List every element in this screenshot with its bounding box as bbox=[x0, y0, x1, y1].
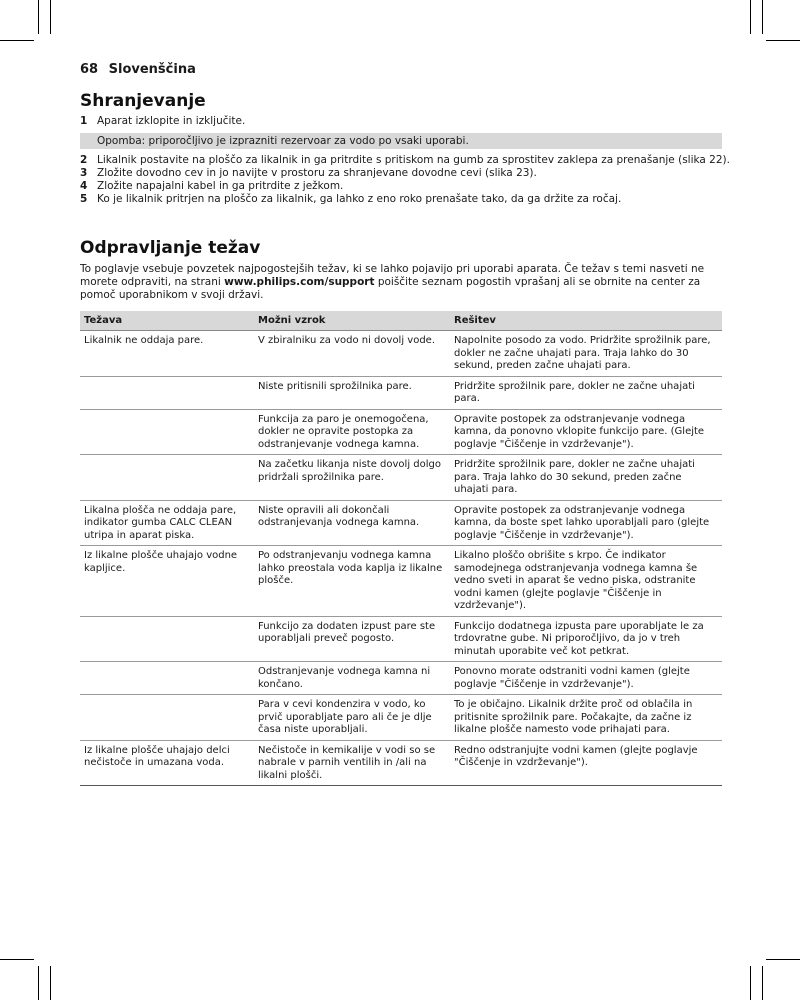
table-row bbox=[80, 546, 722, 617]
crop-mark bbox=[50, 966, 51, 1000]
table-row bbox=[80, 455, 722, 501]
crop-mark bbox=[50, 0, 51, 34]
storage-steps-a bbox=[80, 115, 730, 128]
step-text: Ko je likalnik pritrjen na ploščo za likalnik, ga lahko z eno roko prenašate tako, da ga držite za ročaj. bbox=[97, 193, 622, 205]
cause-cell: Odstranjevanje vodnega kamna ni končano. bbox=[254, 662, 450, 695]
step-item bbox=[80, 167, 730, 180]
step-text: Likalnik postavite na ploščo za likalnik in ga pritrdite s pritiskom na gumb za sprostitev zaklepa za prenašanje (slika 22). bbox=[97, 154, 730, 166]
table-row bbox=[80, 409, 722, 455]
crop-mark bbox=[762, 0, 763, 34]
storage-steps-b bbox=[80, 154, 730, 206]
table-row bbox=[80, 616, 722, 662]
step-item bbox=[80, 193, 730, 206]
problem-cell bbox=[80, 409, 254, 455]
solution-cell: Opravite postopek za odstranjevanje vodnega kamna, da ponovno vklopite funkcijo pare. (Glejte poglavje "Čiščenje in vzdrževanje"). bbox=[450, 409, 722, 455]
intro-text: poiščite seznam pogostih vprašanj ali se obrnite na center za pomoč uporabnikom v svoji državi. bbox=[80, 276, 701, 301]
cause-cell: Niste opravili ali dokončali odstranjevanja vodnega kamna. bbox=[254, 500, 450, 546]
support-link[interactable]: www.philips.com/support bbox=[224, 276, 375, 288]
problem-cell bbox=[80, 376, 254, 409]
problem-cell bbox=[80, 662, 254, 695]
troubleshooting-title: Odpravljanje težav bbox=[80, 238, 261, 258]
cause-cell: Niste pritisnili sprožilnika pare. bbox=[254, 376, 450, 409]
solution-cell: Funkcijo dodatnega izpusta pare uporabljate le za trdovratne gube. Ni priporočljivo, da jo v treh minutah uporabite več kot petkrat. bbox=[450, 616, 722, 662]
troubleshooting-table bbox=[80, 311, 722, 786]
column-header-problem: Težava bbox=[80, 311, 254, 331]
storage-title: Shranjevanje bbox=[80, 91, 206, 111]
solution-cell: Opravite postopek za odstranjevanje vodnega kamna, da boste spet lahko uporabljali paro (glejte poglavje "Čiščenje in vzdrževanje"). bbox=[450, 500, 722, 546]
step-item bbox=[80, 154, 730, 167]
problem-cell bbox=[80, 695, 254, 741]
cause-cell: Po odstranjevanju vodnega kamna lahko preostala voda kaplja iz likalne plošče. bbox=[254, 546, 450, 617]
step-number: 2 bbox=[80, 154, 88, 166]
solution-cell: Ponovno morate odstraniti vodni kamen (glejte poglavje "Čiščenje in vzdrževanje"). bbox=[450, 662, 722, 695]
step-number: 1 bbox=[80, 115, 88, 127]
problem-cell: Iz likalne plošče uhajajo delci nečistoče in umazana voda. bbox=[80, 740, 254, 786]
storage-note: Opomba: priporočljivo je izprazniti rezervoar za vodo po vsaki uporabi. bbox=[80, 133, 722, 149]
crop-mark bbox=[766, 959, 800, 960]
table-row bbox=[80, 500, 722, 546]
table-row bbox=[80, 662, 722, 695]
solution-cell: Likalno ploščo obrišite s krpo. Če indikator samodejnega odstranjevanja vodnega kamna še vedno sveti in aparat še vedno piska, odstranite vodni kamen (glejte poglavje "Čiščenje in vzdrževanje"). bbox=[450, 546, 722, 617]
step-number: 5 bbox=[80, 193, 88, 205]
page-header bbox=[80, 62, 196, 77]
language-label: Slovenščina bbox=[108, 62, 196, 77]
cause-cell: Nečistoče in kemikalije v vodi so se nabrale v parnih ventilih in /ali na likalni plošči. bbox=[254, 740, 450, 786]
column-header-cause: Možni vzrok bbox=[254, 311, 450, 331]
table-header-row bbox=[80, 311, 722, 331]
crop-mark bbox=[38, 0, 39, 34]
problem-cell bbox=[80, 455, 254, 501]
problem-cell: Likalnik ne oddaja pare. bbox=[80, 331, 254, 377]
cause-cell: Na začetku likanja niste dovolj dolgo pridržali sprožilnika pare. bbox=[254, 455, 450, 501]
intro-text: To poglavje vsebuje povzetek najpogostejših težav, ki se lahko pojavijo pri uporabi aparata. Če težav s temi nasveti ne morete odpraviti, na strani bbox=[80, 263, 705, 288]
step-item bbox=[80, 115, 730, 128]
cause-cell: V zbiralniku za vodo ni dovolj vode. bbox=[254, 331, 450, 377]
solution-cell: To je običajno. Likalnik držite proč od oblačila in pritisnite sprožilnik pare. Počakajte, da začne iz likalne plošče namesto vode prihajati para. bbox=[450, 695, 722, 741]
solution-cell: Pridržite sprožilnik pare, dokler ne začne uhajati para. bbox=[450, 376, 722, 409]
crop-mark bbox=[766, 40, 800, 41]
step-number: 3 bbox=[80, 167, 88, 179]
step-text: Zložite napajalni kabel in ga pritrdite z ježkom. bbox=[97, 180, 344, 192]
problem-cell: Likalna plošča ne oddaja pare, indikator gumba CALC CLEAN utripa in aparat piska. bbox=[80, 500, 254, 546]
solution-cell: Redno odstranjujte vodni kamen (glejte poglavje "Čiščenje in vzdrževanje"). bbox=[450, 740, 722, 786]
problem-cell bbox=[80, 616, 254, 662]
crop-mark bbox=[0, 40, 34, 41]
crop-mark bbox=[762, 966, 763, 1000]
page-number: 68 bbox=[80, 62, 99, 77]
step-text: Aparat izklopite in izključite. bbox=[97, 115, 246, 127]
crop-mark bbox=[0, 959, 34, 960]
crop-mark bbox=[750, 0, 751, 34]
step-item bbox=[80, 180, 730, 193]
solution-cell: Pridržite sprožilnik pare, dokler ne začne uhajati para. Traja lahko do 30 sekund, preden začne uhajati para. bbox=[450, 455, 722, 501]
cause-cell: Funkcija za paro je onemogočena, dokler ne opravite postopka za odstranjevanje vodnega kamna. bbox=[254, 409, 450, 455]
crop-mark bbox=[750, 966, 751, 1000]
solution-cell: Napolnite posodo za vodo. Pridržite sprožilnik pare, dokler ne začne uhajati para. Traja lahko do 30 sekund, preden začne uhajati para. bbox=[450, 331, 722, 377]
crop-mark bbox=[38, 966, 39, 1000]
table-row bbox=[80, 376, 722, 409]
column-header-solution: Rešitev bbox=[450, 311, 722, 331]
table-row bbox=[80, 695, 722, 741]
cause-cell: Funkcijo za dodaten izpust pare ste uporabljali preveč pogosto. bbox=[254, 616, 450, 662]
troubleshooting-intro bbox=[80, 263, 730, 302]
table-row bbox=[80, 740, 722, 786]
cause-cell: Para v cevi kondenzira v vodo, ko prvič uporabljate paro ali če je dlje časa niste uporabljali. bbox=[254, 695, 450, 741]
table-row bbox=[80, 331, 722, 377]
step-text: Zložite dovodno cev in jo navijte v prostoru za shranjevane dovodne cevi (slika 23). bbox=[97, 167, 537, 179]
problem-cell: Iz likalne plošče uhajajo vodne kapljice. bbox=[80, 546, 254, 617]
step-number: 4 bbox=[80, 180, 88, 192]
